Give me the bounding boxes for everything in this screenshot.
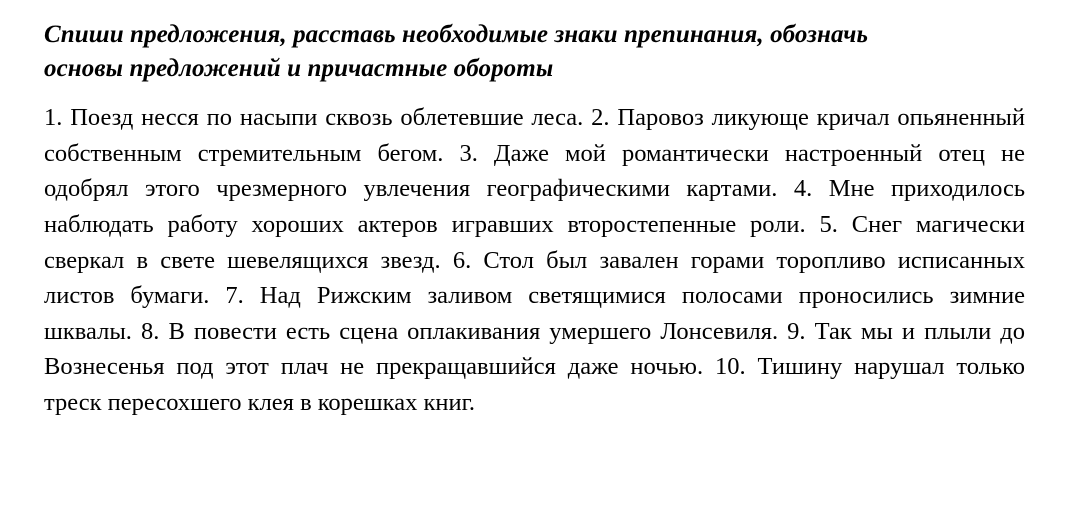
sentence-9: 9. Так мы и плыли до Вознесенья под этот плач не прекращавшийся даже ночью.	[44, 317, 1025, 381]
sentence-6: 6. Стол был завален горами торопливо исписанных листов бумаги.	[44, 246, 1025, 310]
sentence-5: 5. Снег магически сверкал в свете шевелящихся звезд.	[44, 210, 1025, 274]
task-instruction	[44, 18, 1027, 86]
sentence-2: 2. Паровоз ликующе кричал опьяненный собственным стремительным бегом.	[44, 104, 1026, 167]
sentence-4: 4. Мне приходилось наблюдать работу хороших актеров игравших второстепенные роли.	[44, 175, 1025, 238]
sentence-7: 7. Над Рижским заливом светящимися полосами проносились зимние шквалы.	[44, 282, 1025, 345]
sentence-8: 8. В повести есть сцена оплакивания умершего Лонсевиля.	[141, 317, 779, 345]
exercise-text	[44, 100, 1027, 421]
sentence-3: 3. Даже мой романтически настроенный отец не одобрял этого чрезмерного увлечения географическими картами.	[44, 139, 1025, 203]
task-instruction-line-2: основы предложений и причастные обороты	[44, 55, 554, 82]
sentence-1: 1. Поезд несся по насыпи сквозь облетевшие леса.	[44, 104, 584, 131]
sentence-10: 10. Тишину нарушал только треск пересохшего клея в корешках книг.	[44, 353, 1025, 417]
task-instruction-line-1: Спиши предложения, расставь необходимые знаки препинания, обозначь	[44, 21, 869, 48]
